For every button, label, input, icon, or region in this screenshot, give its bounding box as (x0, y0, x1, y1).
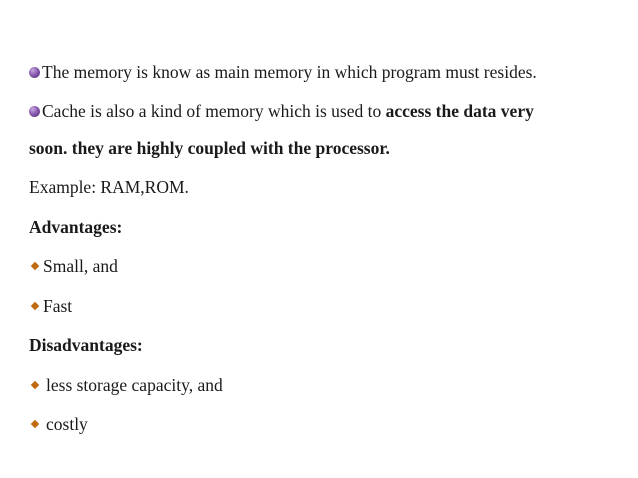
diamond-bullet-icon (31, 381, 39, 389)
bullet-main-memory-text: The memory is know as main memory in which program must resides. (42, 62, 537, 82)
purple-ball-bullet-icon (29, 67, 40, 78)
disadvantage-item (29, 413, 88, 435)
bullet-cache-text: Cache is also a kind of memory which is used to (42, 101, 386, 121)
advantage-item-text: Small, and (43, 256, 118, 276)
diamond-bullet-icon (31, 262, 39, 270)
disadvantages-heading: Disadvantages: (29, 335, 143, 355)
bullet-cache (29, 100, 534, 122)
bullet-main-memory (29, 61, 537, 83)
advantage-item-text: Fast (43, 296, 73, 316)
diamond-bullet-icon (31, 420, 39, 428)
disadvantage-item (29, 374, 223, 396)
advantage-item (29, 295, 72, 317)
disadvantage-item-text: less storage capacity, and (46, 375, 223, 395)
advantage-item (29, 255, 118, 277)
diamond-bullet-icon (31, 302, 39, 310)
bullet-cache-continuation: soon. they are highly coupled with the processor. (29, 138, 390, 158)
bullet-cache-bold-text: access the data very (385, 101, 534, 121)
example-line: Example: RAM,ROM. (29, 177, 189, 197)
disadvantage-item-text: costly (46, 414, 88, 434)
advantages-heading: Advantages: (29, 217, 123, 237)
purple-ball-bullet-icon (29, 106, 40, 117)
